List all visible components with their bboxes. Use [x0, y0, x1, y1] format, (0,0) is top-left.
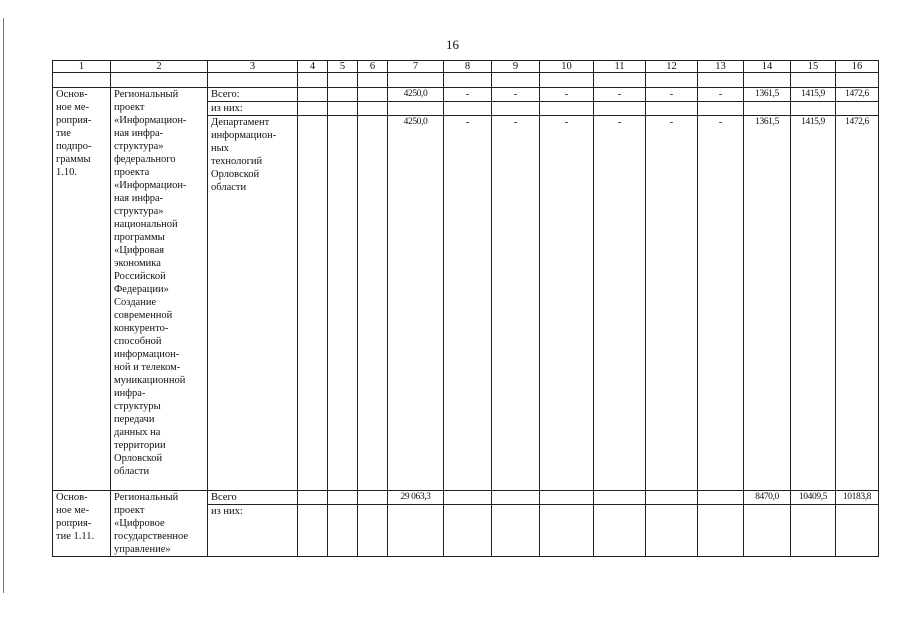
value-cell: - [444, 88, 492, 102]
header-cell: 12 [646, 61, 698, 73]
source-cell: Департамент информацион- ных технологий Орловской области [208, 116, 298, 491]
value-cell: 10409,5 [791, 491, 836, 505]
value-cell [492, 491, 540, 505]
value-cell [791, 505, 836, 557]
value-cell [298, 505, 328, 557]
value-cell: 29 063,3 [388, 491, 444, 505]
value-cell [698, 505, 744, 557]
source-cell: из них: [208, 505, 298, 557]
value-cell [328, 116, 358, 491]
value-cell [594, 102, 646, 116]
page-edge-line [3, 18, 4, 593]
header-cell: 15 [791, 61, 836, 73]
value-cell [646, 491, 698, 505]
value-cell: - [540, 116, 594, 491]
value-cell: 1472,6 [836, 116, 879, 491]
value-cell [744, 505, 791, 557]
value-cell [492, 505, 540, 557]
value-cell [540, 491, 594, 505]
header-cell: 13 [698, 61, 744, 73]
value-cell: - [594, 88, 646, 102]
value-cell [646, 505, 698, 557]
activity-id-cell: Основ- ное ме- роприя- тие подпро- граммы 1.10. [53, 88, 111, 491]
value-cell: - [698, 88, 744, 102]
header-cell: 16 [836, 61, 879, 73]
header-cell: 10 [540, 61, 594, 73]
value-cell [791, 102, 836, 116]
value-cell [298, 116, 328, 491]
value-cell [298, 491, 328, 505]
source-cell: Всего [208, 491, 298, 505]
value-cell [444, 505, 492, 557]
value-cell: - [646, 116, 698, 491]
value-cell: 1361,5 [744, 116, 791, 491]
value-cell [388, 505, 444, 557]
value-cell [358, 491, 388, 505]
value-cell: - [540, 88, 594, 102]
value-cell: - [492, 116, 540, 491]
value-cell [358, 102, 388, 116]
budget-table [52, 60, 879, 557]
header-cell: 2 [111, 61, 208, 73]
header-cell: 1 [53, 61, 111, 73]
value-cell [328, 491, 358, 505]
header-row [53, 61, 879, 73]
table-row [53, 88, 879, 102]
value-cell [698, 102, 744, 116]
header-cell: 4 [298, 61, 328, 73]
header-cell: 9 [492, 61, 540, 73]
source-cell: из них: [208, 102, 298, 116]
value-cell [358, 88, 388, 102]
value-cell: - [444, 116, 492, 491]
header-cell: 6 [358, 61, 388, 73]
value-cell [646, 102, 698, 116]
header-cell: 5 [328, 61, 358, 73]
value-cell [594, 505, 646, 557]
value-cell: 1415,9 [791, 116, 836, 491]
value-cell [298, 102, 328, 116]
value-cell: 1472,6 [836, 88, 879, 102]
project-name-cell: Региональный проект «Информацион- ная инфра- структура» федерального проекта «Информацион- ная инфра- структура» национальной программы «Цифровая экономика Российской Федерации» Создание современной конкуренто- способной информацион- ной и телеком- муникационной инфра- структуры передачи данных на территории Орловской области [111, 88, 208, 491]
value-cell [358, 505, 388, 557]
value-cell: 1361,5 [744, 88, 791, 102]
value-cell [836, 505, 879, 557]
value-cell: 1415,9 [791, 88, 836, 102]
value-cell: 10183,8 [836, 491, 879, 505]
value-cell [836, 102, 879, 116]
header-cell: 11 [594, 61, 646, 73]
value-cell: 8470,0 [744, 491, 791, 505]
header-cell: 3 [208, 61, 298, 73]
table-row [53, 491, 879, 505]
value-cell: - [646, 88, 698, 102]
value-cell [328, 505, 358, 557]
value-cell: 4250,0 [388, 116, 444, 491]
value-cell: - [492, 88, 540, 102]
activity-id-cell: Основ- ное ме- роприя- тие 1.11. [53, 491, 111, 557]
value-cell [444, 491, 492, 505]
value-cell [298, 88, 328, 102]
page-number: 16 [446, 37, 459, 52]
value-cell [328, 88, 358, 102]
value-cell [358, 116, 388, 491]
value-cell [594, 491, 646, 505]
blank-row [53, 73, 879, 88]
header-cell: 14 [744, 61, 791, 73]
value-cell [540, 505, 594, 557]
value-cell [744, 102, 791, 116]
value-cell: - [594, 116, 646, 491]
source-cell: Всего: [208, 88, 298, 102]
value-cell [698, 491, 744, 505]
project-name-cell: Региональный проект «Цифровое государственное управление» [111, 491, 208, 557]
value-cell [328, 102, 358, 116]
value-cell: - [698, 116, 744, 491]
header-cell: 8 [444, 61, 492, 73]
header-cell: 7 [388, 61, 444, 73]
value-cell [540, 102, 594, 116]
value-cell [444, 102, 492, 116]
value-cell [388, 102, 444, 116]
value-cell [492, 102, 540, 116]
value-cell: 4250,0 [388, 88, 444, 102]
